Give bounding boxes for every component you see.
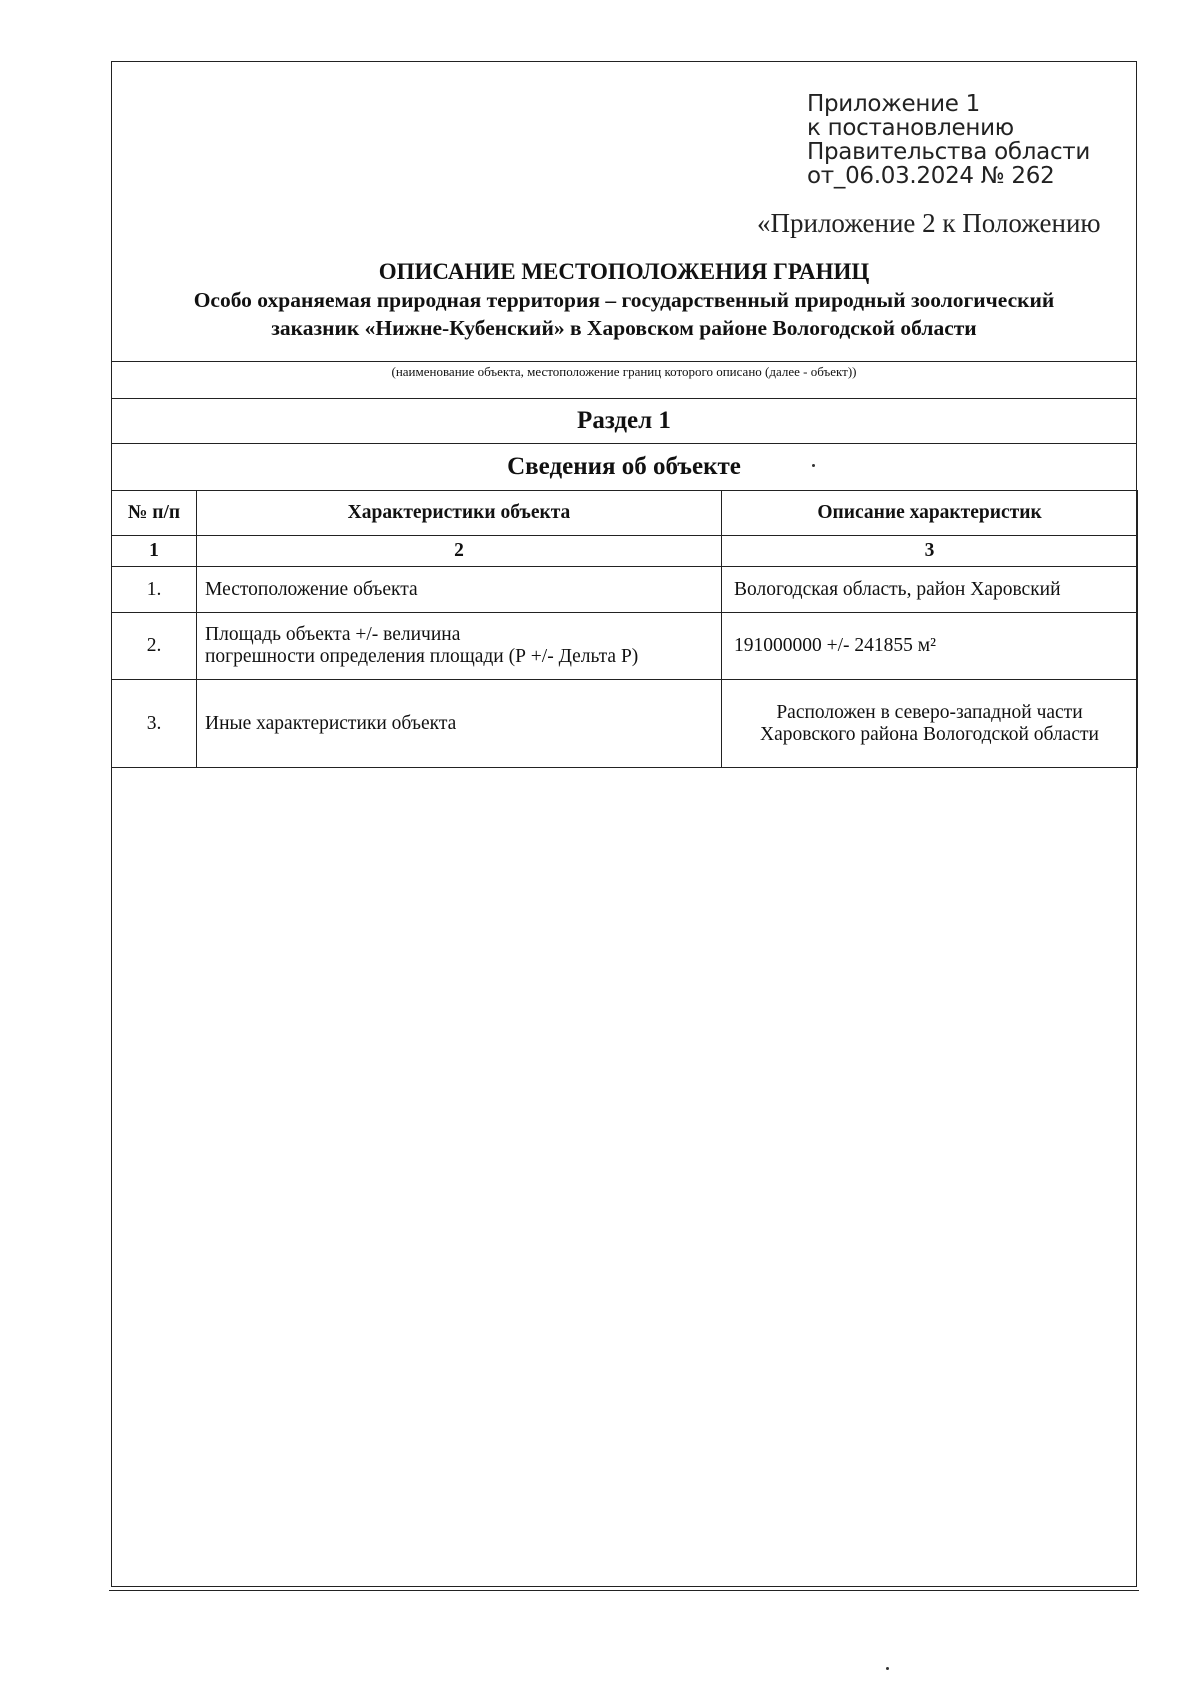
column-number-row xyxy=(112,536,1138,567)
table-row xyxy=(112,567,1138,613)
characteristic-line: Площадь объекта +/- величина xyxy=(205,624,461,645)
table-header-row xyxy=(112,491,1138,536)
annex-line: Приложение 1 xyxy=(807,91,980,117)
annex-to-regulation: «Приложение 2 к Положению xyxy=(757,208,1101,238)
divider xyxy=(111,443,1137,444)
table-row xyxy=(112,680,1138,768)
annex-block xyxy=(807,92,1127,188)
annex-line: Правительства области xyxy=(807,139,1091,165)
divider xyxy=(111,398,1137,399)
characteristic-cell xyxy=(197,613,722,680)
row-number: 1. xyxy=(112,567,197,613)
column-header: Характеристики объекта xyxy=(197,491,722,536)
object-info-table xyxy=(111,490,1138,768)
section-label: Раздел 1 xyxy=(577,407,671,434)
scan-speck xyxy=(886,1667,889,1670)
section-heading: Сведения об объекте xyxy=(507,453,741,480)
characteristic-cell: Местоположение объекта xyxy=(197,567,722,613)
column-number: 3 xyxy=(722,536,1138,567)
document-subtitle-line: заказник «Нижне-Кубенский» в Харовском районе Вологодской области xyxy=(271,316,977,340)
bottom-rule xyxy=(109,1590,1139,1591)
characteristic-cell: Иные характеристики объекта xyxy=(197,680,722,768)
title-block xyxy=(111,258,1137,342)
column-header: Описание характеристик xyxy=(722,491,1138,536)
column-number: 2 xyxy=(197,536,722,567)
description-cell: Вологодская область, район Харовский xyxy=(722,567,1138,613)
description-cell: 191000000 +/- 241855 м² xyxy=(722,613,1138,680)
annex-line: к постановлению xyxy=(807,115,1014,141)
description-line: Харовского района Вологодской области xyxy=(760,723,1099,745)
object-caption: (наименование объекта, местоположение границ которого описано (далее - объект)) xyxy=(391,364,857,379)
description-cell xyxy=(722,680,1138,768)
divider xyxy=(111,361,1137,362)
column-number: 1 xyxy=(112,536,197,567)
annex-date-number: от_06.03.2024 № 262 xyxy=(807,163,1055,189)
table-row xyxy=(112,613,1138,680)
document-title: ОПИСАНИЕ МЕСТОПОЛОЖЕНИЯ ГРАНИЦ xyxy=(378,259,870,284)
characteristic-line: погрешности определения площади (Р +/- Дельта Р) xyxy=(205,646,639,667)
scan-speck xyxy=(812,464,815,467)
column-header: № п/п xyxy=(112,491,197,536)
document-subtitle-line: Особо охраняемая природная территория – государственный природный зоологический xyxy=(193,288,1055,312)
description-line: Расположен в северо-западной части xyxy=(776,701,1083,723)
row-number: 3. xyxy=(112,680,197,768)
row-number: 2. xyxy=(112,613,197,680)
